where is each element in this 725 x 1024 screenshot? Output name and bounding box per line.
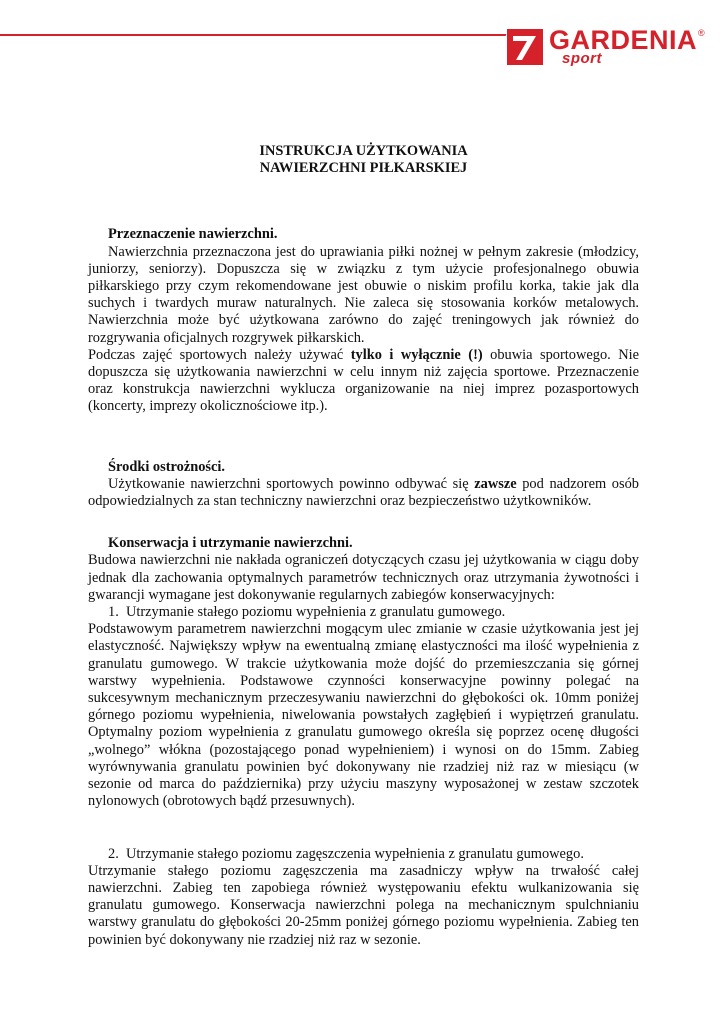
purpose-paragraph-1: Nawierzchnia przeznaczona jest do uprawiania piłki nożnej w pełnym zakresie (młodzicy, juniorzy, seniorzy). Dopuszcza się w związku z tym użycie profesjonalnego obuwia piłkarskiego przy czym rekomendowane jest obuwie o niskim profilu korka, takie jak dla suchych i twardych muraw naturalnych. Nie zaleca się stosowania korków metalowych. Nawierzchnia może być użytkowana zarówno do zajęć treningowych jak również do rozgrywania oficjalnych rozgrywek piłkarskich.: [88, 243, 639, 346]
section-heading-precautions: Środki ostrożności.: [108, 458, 226, 475]
maintenance-item-2: 2. Utrzymanie stałego poziomu zagęszczenia wypełnienia z granulatu gumowego.: [108, 845, 584, 862]
maintenance-paragraph-3: Utrzymanie stałego poziomu zagęszczenia ma zasadniczy wpływ na trwałość całej nawierzchni. Zabieg ten zapobiega również występowaniu efektu wulkanizowania się granulatu gumowego. Konserwacja nawierzchni polega na mechanicznym spulchnianiu warstwy granulatu do głębokości 20-25mm poniżej górnego poziomu wypełnienia. Zabieg ten powinien być dokonywany nie rzadziej niż raz w sezonie.: [88, 862, 639, 948]
brand-registered-mark: ®: [698, 28, 705, 38]
purpose-p2-text-a: Podczas zajęć sportowych należy używać: [88, 346, 351, 363]
section-heading-maintenance: Konserwacja i utrzymanie nawierzchni.: [108, 535, 353, 552]
maintenance-paragraph-2: Podstawowym parametrem nawierzchni mogącym ulec zmianie w czasie użytkowania jest jej elastyczność. Największy wpływ na ewentualną zmianę elastyczności ma ilość wypełnienia z granulatu gumowego. W trakcie użytkowania może dojść do przemieszczania się górnej warstwy wypełnienia. Podstawowe czynności konserwacyjne powinny polegać na sukcesywnym mechanicznym przeczesywaniu nawierzchni do głębokości ok. 10mm poniżej górnego poziomu wypełnienia, niwelowania powstałych zagłębień i wypiętrzeń granulatu. Optymalny poziom wypełnienia z granulatu gumowego określa się poprzez ocenę długości „wolnego” włókna (pozostającego ponad wypełnieniem) i wynosi on do 15mm. Zabieg wyrównywania granulatu powinien być dokonywany nie rzadziej niż raz w miesiącu (w sezonie od marca do października) przy użyciu maszyny wyposażonej w zestaw szczotek nylonowych (obrotowych bądź przesuwnych).: [88, 621, 639, 810]
brand-subtitle: sport: [562, 50, 602, 67]
precautions-paragraph: [88, 476, 639, 510]
purpose-p2-text-c: obuwia sportowego. Nie dopuszcza się użytkowania nawierzchni w celu innym niż zajęcia sportowe. Przeznaczenie oraz konstrukcja nawierzchni wyklucza organizowanie na niej imprez pozasportowych (koncerty, imprezy okolicznościowe itp.).: [88, 346, 639, 415]
precautions-text-c: pod nadzorem osób odpowiedzialnych za stan techniczny nawierzchni oraz bezpieczeństwo użytkowników.: [88, 475, 639, 510]
brand-logo: [505, 25, 710, 70]
header-rule: [0, 34, 500, 36]
document-body: [88, 143, 639, 949]
section-heading-purpose: Przeznaczenie nawierzchni.: [108, 226, 278, 243]
brand-name: GARDENIA: [549, 25, 698, 55]
document-title-line-2: NAWIERZCHNI PIŁKARSKIEJ: [259, 160, 468, 177]
precautions-text-a: Użytkowanie nawierzchni sportowych powinno odbywać się: [108, 475, 475, 492]
maintenance-item-1: 1. Utrzymanie stałego poziomu wypełnienia z granulatu gumowego.: [108, 604, 506, 621]
purpose-p2-emphasis: tylko i wyłącznie (!): [350, 346, 483, 363]
document-title-line-1: INSTRUKCJA UŻYTKOWANIA: [259, 143, 468, 159]
purpose-paragraph-2: [88, 347, 639, 416]
brand-mark-icon: [505, 27, 545, 67]
precautions-emphasis: zawsze: [474, 475, 517, 492]
maintenance-paragraph-1: Budowa nawierzchni nie nakłada ograniczeń dotyczących czasu jej użytkowania w ciągu doby jednak dla zachowania optymalnych parametrów technicznych oraz utrzymania żywotności i gwarancji wymagane jest dokonywanie regularnych zabiegów konserwacyjnych:: [88, 552, 639, 603]
